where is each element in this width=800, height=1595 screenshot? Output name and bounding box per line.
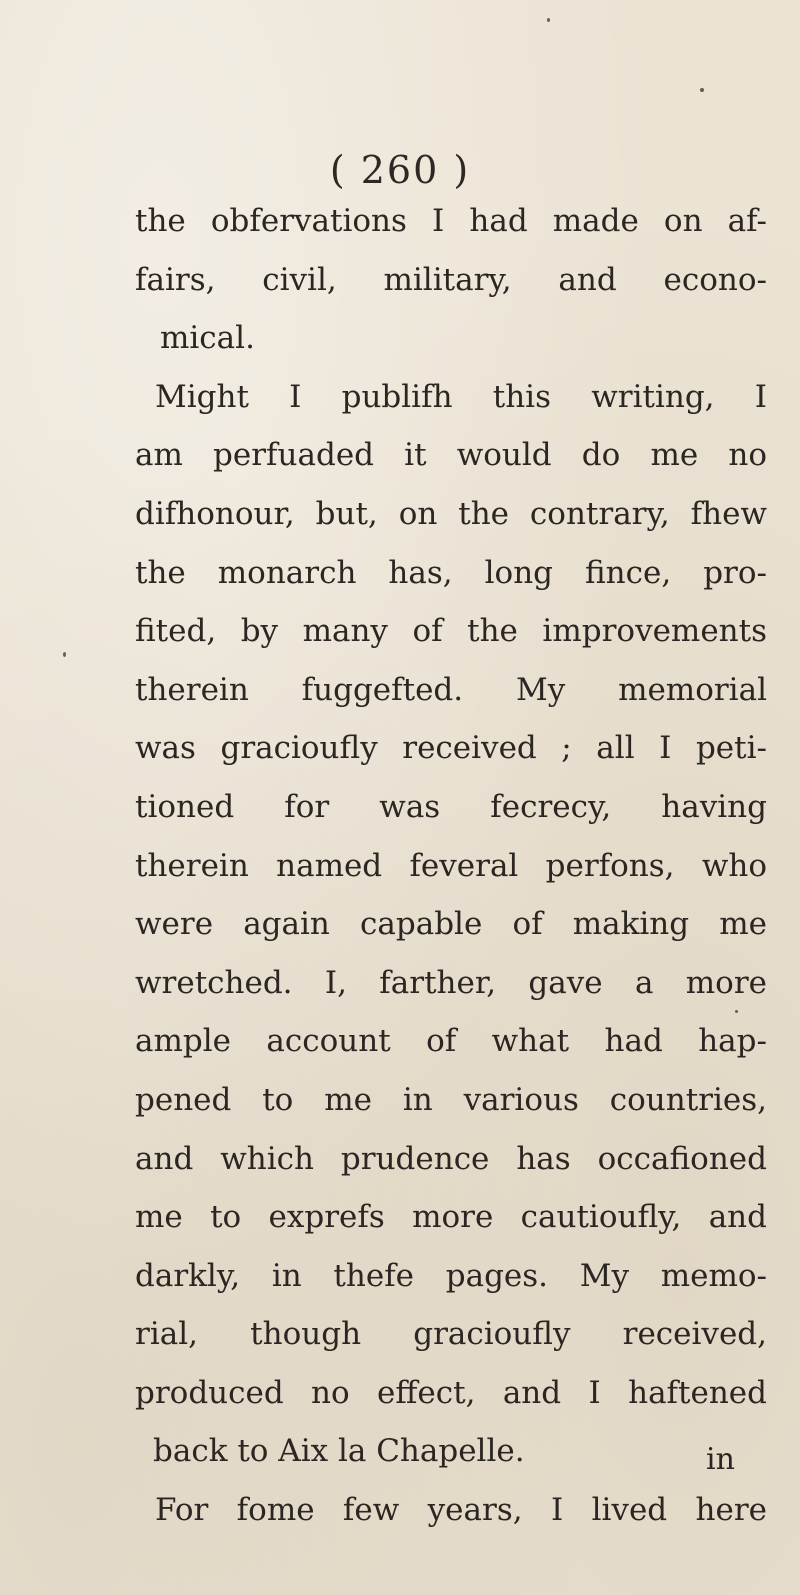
- text-line: were again capable of making me: [135, 906, 767, 943]
- text-line: the obfervations I had made on af-: [135, 203, 767, 239]
- text-line: produced no effect, and I haftened: [135, 1374, 767, 1411]
- text-line: darkly, in thefe pages. My memo-: [135, 1257, 767, 1294]
- text-line: fited, by many of the improvements: [135, 613, 767, 650]
- text-line: difhonour, but, on the contrary, fhew: [135, 495, 767, 532]
- text-line: wretched. I, farther, gave a more: [135, 964, 767, 1001]
- text-line: rial, though gracioufly received,: [135, 1316, 767, 1353]
- text-line: therein named feveral perfons, who: [135, 847, 767, 884]
- text-line: and which prudence has occafioned: [135, 1140, 767, 1177]
- text-line: am perfuaded it would do me no: [135, 437, 767, 474]
- body-text: [135, 192, 767, 1540]
- paper-speck: [547, 18, 550, 22]
- text-line: the monarch has, long fince, pro-: [135, 554, 767, 591]
- catchword: in: [706, 1442, 735, 1477]
- paragraph-start-line: Might I publifh this writing, I: [155, 378, 767, 415]
- paragraph-start-line: For fome few years, I lived here: [155, 1492, 767, 1529]
- text-line: back to Aix la Chapelle.: [153, 1433, 525, 1470]
- text-line: pened to me in various countries,: [135, 1081, 767, 1118]
- paper-speck: [735, 1010, 738, 1013]
- text-line: me to exprefs more cautioufly, and: [135, 1199, 767, 1236]
- paper-speck: [700, 88, 704, 92]
- text-line: ample account of what had hap-: [135, 1023, 767, 1060]
- text-line: therein fuggefted. My memorial: [135, 671, 767, 708]
- page-number: ( 260 ): [329, 148, 471, 192]
- text-line: mical.: [160, 320, 255, 357]
- text-line: fairs, civil, military, and econo-: [135, 261, 767, 298]
- text-line: was gracioufly received ; all I peti-: [135, 730, 767, 767]
- text-line: tioned for was fecrecy, having: [135, 788, 767, 825]
- paper-speck: [63, 652, 66, 657]
